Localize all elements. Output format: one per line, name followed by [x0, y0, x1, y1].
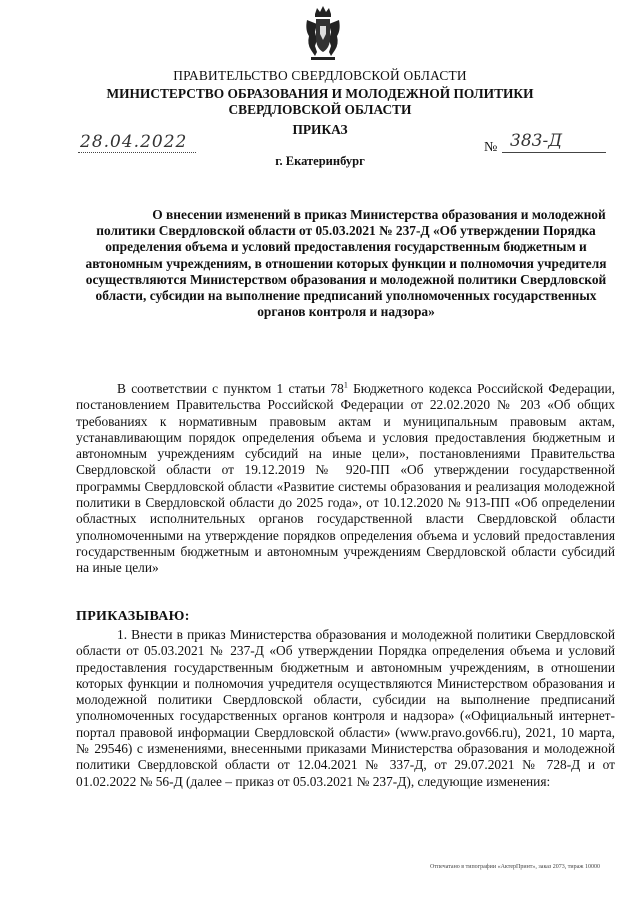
- preamble-start: В соответствии с пунктом 1 статьи 78: [117, 381, 344, 396]
- paragraph-item-1: 1. Внести в приказ Министерства образования и молодежной политики Свердловской области от 05.03.2021 № 237-Д «Об утверждении Порядка определения объема и условий предоставления государственным бюджетным и автономным учреждениям, в отношении которых функции и полномочия учредителя осуществляются Министерством образования и молодежной политики Свердловской области, субсидии на выполнение предписаний уполномоченных государственных органов контроля и надзора» («Официальный интернет-портал правовой информации Свердловской области» (www.pravo.gov66.ru), 2021, 10 марта, № 29546) с изменениями, внесенными приказами Министерства образования и молодежной политики Свердловской области от 12.04.2021 № 337-Д, от 29.07.2021 № 728-Д и от 01.02.2022 № 56-Д (далее – приказ от 05.03.2021 № 237-Д), следующие изменения:: [76, 627, 615, 789]
- city-name: г. Екатеринбург: [275, 154, 365, 168]
- date-underline: [78, 152, 196, 153]
- preamble-rest: Бюджетного кодекса Российской Федерации, постановлением Правительства Российской Федерации от 22.02.2020 № 203 «Об общих требованиях к нормативным правовым актам и муниципальным правовым актам, устанавливающим порядок определения объема и условия предоставления бюджетным и автономным учреждениям субсидий на иные цели», постановлениями Правительства Свердловской области от 19.12.2019 № 920-ПП «Об утверждении государственной программы Свердловской области «Развитие системы образования и реализация молодежной политики в Свердловской области до 2025 года», от 10.12.2020 № 913-ПП «Об определении областных исполнительных органов государственной власти Свердловской области уполномоченными на утверждение порядков определения объема и условий предоставления государственным бюджетным и автономным учреждениям Свердловской области субсидий на иные цели»: [76, 381, 615, 576]
- government-name: ПРАВИТЕЛЬСТВО СВЕРДЛОВСКОЙ ОБЛАСТИ: [173, 68, 467, 83]
- paragraph-preamble: [76, 381, 615, 577]
- ministry-line-1: МИНИСТЕРСТВО ОБРАЗОВАНИЯ И МОЛОДЕЖНОЙ ПОЛИТИКИ: [106, 86, 534, 101]
- handwritten-number: 383-Д: [510, 131, 563, 151]
- document-title: О внесении изменений в приказ Министерства образования и молодежной политики Свердловской области от 05.03.2021 № 237-Д «Об утверждении Порядка определения объема и условий предоставления государственным бюджетным и автономным учреждениям, в отношении которых функции и полномочия учредителя осуществляются Министерством образования и молодежной политики Свердловской области, субсидии на выполнение предписаний уполномоченных государственных органов контроля и надзора»: [85, 207, 607, 320]
- order-heading: ПРИКАЗЫВАЮ:: [76, 609, 190, 624]
- ministry-name: [0, 86, 640, 118]
- document-type: ПРИКАЗ: [292, 122, 348, 137]
- article-superscript: 1: [343, 380, 348, 390]
- number-underline: [502, 152, 606, 153]
- handwritten-date: 28.04.2022: [80, 132, 188, 152]
- print-footer: Отпечатано в типографии «АктерПринт», заказ 2073, тираж 10000: [430, 864, 600, 870]
- ministry-line-2: СВЕРДЛОВСКОЙ ОБЛАСТИ: [228, 102, 412, 117]
- number-label: №: [484, 140, 498, 155]
- coat-of-arms-icon: [303, 6, 343, 62]
